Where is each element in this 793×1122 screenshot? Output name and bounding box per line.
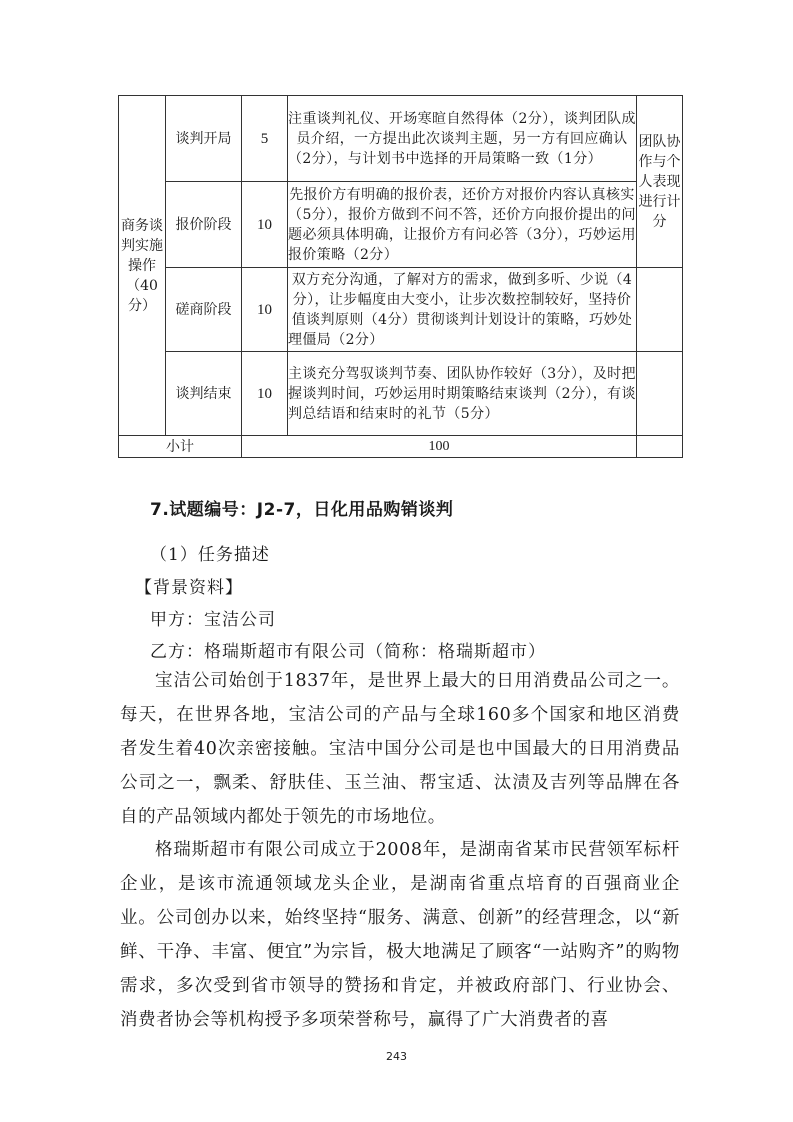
points-cell <box>242 352 288 436</box>
subtotal-row <box>119 436 683 458</box>
criteria-text: 主谈充分驾驭谈判节奏、团队协作较好（3分），及时把握谈判时间，巧妙运用时期策略结束谈判（2分），有谈判总结语和结束时的礼节（5分） <box>288 365 636 422</box>
section-heading: 7.试题编号：J2-7，日化用品购销谈判 <box>150 500 454 520</box>
table-row <box>119 96 683 182</box>
paragraph-1: 宝洁公司始创于1837年，是世界上最大的日用消费品公司之一。每天，在世界各地，宝洁公司的产品与全球160多个国家和地区消费者发生着40次亲密接触。宝洁中国分公司是也中国最大的日用消费品公司之一，飘柔、舒肤佳、玉兰油、帮宝适、汰渍及吉列等品牌在各自的产品领域内都处于领先的市场地位。 <box>120 671 680 827</box>
points-value: 10 <box>257 301 272 318</box>
category-label: 商务谈判实施操作（40分） <box>121 217 163 314</box>
subtotal-label: 小计 <box>166 438 194 455</box>
empty-note-cell <box>637 352 683 436</box>
points-cell <box>242 268 288 352</box>
table-row <box>119 268 683 352</box>
stage-cell <box>166 268 242 352</box>
stage-cell <box>166 96 242 182</box>
page-number: 243 <box>386 1050 407 1063</box>
paragraph-2: 格瑞斯超市有限公司成立于2008年，是湖南省某市民营领军标杆企业，是该市流通领域龙头企业，是湖南省重点培育的百强商业企业。公司创办以来，始终坚持“服务、满意、创新”的经营理念，以“新鲜、干净、丰富、便宜”为宗旨，极大地满足了顾客“一站购齐”的购物需求，多次受到省市领导的赞扬和肯定，并被政府部门、行业协会、消费者协会等机构授予多项荣誉称号，赢得了广大消费者的喜 <box>120 840 680 1030</box>
background-label: 【背景资料】 <box>135 578 243 598</box>
category-cell <box>119 96 166 436</box>
subtotal-label-cell <box>119 436 242 458</box>
points-value: 10 <box>257 216 272 233</box>
note-cell <box>637 96 683 268</box>
stage-cell <box>166 352 242 436</box>
criteria-cell <box>288 182 637 268</box>
empty-note-cell <box>637 268 683 352</box>
stage-label: 谈判结束 <box>175 385 232 402</box>
criteria-text: 注重谈判礼仪、开场寒暄自然得体（2分），谈判团队成员介绍，一方提出此次谈判主题，另一方有回应确认（2分），与计划书中选择的开局策略一致（1分） <box>288 110 636 167</box>
party-b: 乙方：格瑞斯超市有限公司（简称：格瑞斯超市） <box>150 642 546 662</box>
note-text: 团队协作与个人表现进行计分 <box>638 133 681 230</box>
points-value: 10 <box>257 385 272 402</box>
table-row <box>119 182 683 268</box>
stage-cell <box>166 182 242 268</box>
criteria-cell <box>288 352 637 436</box>
table-row <box>119 352 683 436</box>
points-value: 5 <box>260 130 269 147</box>
task-label: （1）任务描述 <box>150 545 270 565</box>
stage-label: 磋商阶段 <box>175 301 232 318</box>
criteria-cell <box>288 96 637 182</box>
stage-label: 谈判开局 <box>175 130 232 147</box>
subtotal-value-cell <box>242 436 637 458</box>
criteria-text: 先报价方有明确的报价表，还价方对报价内容认真核实（5分），报价方做到不问不答，还价方向报价提出的问题必须具体明确，让报价方有问必答（3分），巧妙运用报价策略（2分） <box>288 186 636 263</box>
empty-note-cell <box>637 436 683 458</box>
party-a: 甲方：宝洁公司 <box>150 610 276 630</box>
subtotal-value: 100 <box>428 439 450 454</box>
criteria-text: 双方充分沟通，了解对方的需求，做到多听、少说（4分），让步幅度由大变小，让步次数控制较好，坚持价值谈判原则（4分）贯彻谈判计划设计的策略，巧妙处理僵局（2分） <box>288 271 633 348</box>
points-cell <box>242 182 288 268</box>
criteria-cell <box>288 268 637 352</box>
scoring-table <box>118 95 683 458</box>
stage-label: 报价阶段 <box>175 216 232 233</box>
points-cell <box>242 96 288 182</box>
